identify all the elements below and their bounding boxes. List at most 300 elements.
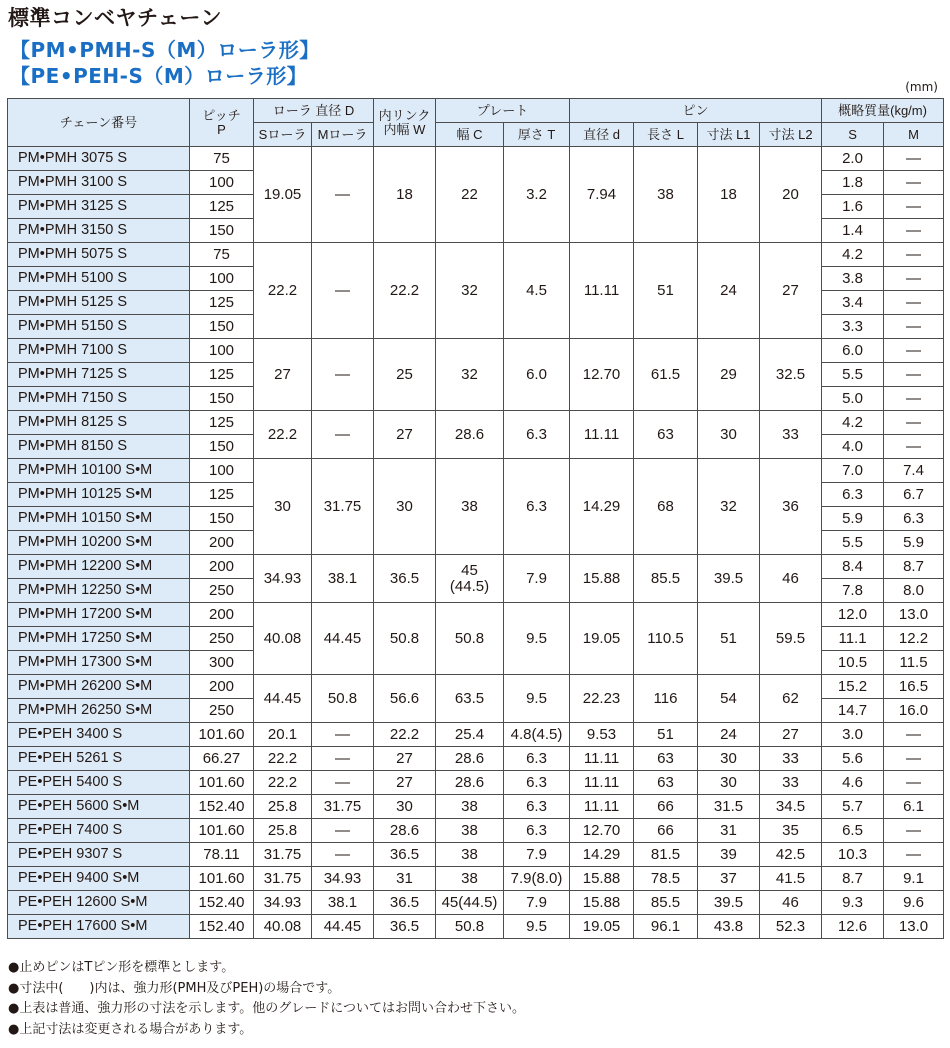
cell-mass-s: 4.0 (822, 435, 884, 459)
cell-plate-width: 28.6 (436, 411, 504, 459)
cell-chain-no: PM•PMH 17200 S•M (8, 603, 190, 627)
cell-mass-m: 9.6 (884, 891, 944, 915)
cell-pitch: 100 (190, 339, 254, 363)
header-pin-l1: 寸法 L1 (698, 123, 760, 147)
cell-pin-length: 63 (634, 771, 698, 795)
cell-plate-width (436, 555, 504, 603)
cell-plate-thickness: 6.3 (504, 459, 570, 555)
cell-pin-l1: 30 (698, 411, 760, 459)
cell-pitch: 200 (190, 555, 254, 579)
cell-chain-no: PE•PEH 17600 S•M (8, 915, 190, 939)
cell-pitch: 101.60 (190, 723, 254, 747)
cell-pin-l1: 37 (698, 867, 760, 891)
cell-roller-m: — (312, 147, 374, 243)
cell-mass-s: 7.8 (822, 579, 884, 603)
cell-pitch: 66.27 (190, 747, 254, 771)
cell-mass-s: 6.3 (822, 483, 884, 507)
note-item: ●止めピンはTピン形を標準とします。 (8, 960, 235, 975)
cell-pin-length: 78.5 (634, 867, 698, 891)
cell-pitch: 200 (190, 675, 254, 699)
cell-plate-width: 38 (436, 459, 504, 555)
cell-pin-length: 96.1 (634, 915, 698, 939)
header-pin-l2: 寸法 L2 (760, 123, 822, 147)
cell-pin-diameter: 15.88 (570, 867, 634, 891)
cell-mass-s: 2.0 (822, 147, 884, 171)
cell-mass-m: 16.0 (884, 699, 944, 723)
cell-mass-m: 13.0 (884, 915, 944, 939)
cell-mass-s: 5.9 (822, 507, 884, 531)
table-row (8, 723, 944, 747)
cell-pin-diameter: 14.29 (570, 843, 634, 867)
cell-chain-no: PM•PMH 10100 S•M (8, 459, 190, 483)
cell-chain-no: PM•PMH 8125 S (8, 411, 190, 435)
cell-chain-no: PM•PMH 12200 S•M (8, 555, 190, 579)
cell-pin-l1: 51 (698, 603, 760, 675)
cell-mass-m: — (884, 267, 944, 291)
cell-inner-width: 36.5 (374, 915, 436, 939)
cell-pitch: 250 (190, 699, 254, 723)
cell-pitch: 150 (190, 219, 254, 243)
cell-pin-length: 66 (634, 819, 698, 843)
cell-chain-no: PE•PEH 5400 S (8, 771, 190, 795)
cell-pin-length: 63 (634, 747, 698, 771)
cell-pin-l1: 18 (698, 147, 760, 243)
cell-pin-l2: 62 (760, 675, 822, 723)
cell-roller-m: 38.1 (312, 555, 374, 603)
cell-mass-m: 6.3 (884, 507, 944, 531)
cell-plate-width: 50.8 (436, 915, 504, 939)
cell-mass-s: 12.6 (822, 915, 884, 939)
cell-mass-s: 4.6 (822, 771, 884, 795)
cell-pin-diameter: 12.70 (570, 819, 634, 843)
unit-label: (mm) (905, 80, 938, 94)
cell-mass-s: 15.2 (822, 675, 884, 699)
cell-chain-no: PM•PMH 5075 S (8, 243, 190, 267)
cell-mass-m: — (884, 219, 944, 243)
cell-pitch: 125 (190, 195, 254, 219)
cell-plate-thickness: 7.9 (504, 555, 570, 603)
cell-plate-width: 22 (436, 147, 504, 243)
cell-pin-length: 116 (634, 675, 698, 723)
cell-chain-no: PE•PEH 3400 S (8, 723, 190, 747)
table-row (8, 771, 944, 795)
cell-chain-no: PM•PMH 12250 S•M (8, 579, 190, 603)
header-roller-s: Sローラ (254, 123, 312, 147)
table-row (8, 603, 944, 627)
cell-pin-l2: 41.5 (760, 867, 822, 891)
cell-roller-s: 27 (254, 339, 312, 411)
cell-roller-s: 22.2 (254, 747, 312, 771)
table-row (8, 747, 944, 771)
cell-roller-s: 22.2 (254, 243, 312, 339)
cell-mass-s: 5.5 (822, 363, 884, 387)
plate-width-alt-value: (44.5) (449, 577, 490, 595)
cell-chain-no: PE•PEH 5600 S•M (8, 795, 190, 819)
cell-roller-s: 44.45 (254, 675, 312, 723)
cell-pin-l2: 42.5 (760, 843, 822, 867)
cell-chain-no: PE•PEH 9307 S (8, 843, 190, 867)
cell-roller-s: 31.75 (254, 843, 312, 867)
cell-plate-thickness: 3.2 (504, 147, 570, 243)
header-roller-m: Mローラ (312, 123, 374, 147)
table-row (8, 819, 944, 843)
subtitle-pm: 【PM•PMH-S（M）ローラ形】 (10, 38, 320, 62)
table-row (8, 411, 944, 435)
header-mass-m: M (884, 123, 944, 147)
subtitle-pe: 【PE•PEH-S（M）ローラ形】 (10, 64, 308, 88)
header-chain-no: チェーン番号 (8, 99, 190, 147)
cell-mass-m: 5.9 (884, 531, 944, 555)
cell-mass-m: 8.7 (884, 555, 944, 579)
cell-plate-width: 63.5 (436, 675, 504, 723)
table-row (8, 555, 944, 579)
header-mass-s: S (822, 123, 884, 147)
header-inner-width: 内リンク 内幅 W (374, 99, 436, 147)
cell-mass-s: 6.0 (822, 339, 884, 363)
cell-chain-no: PM•PMH 7125 S (8, 363, 190, 387)
cell-inner-width: 30 (374, 795, 436, 819)
cell-roller-m: — (312, 843, 374, 867)
cell-pin-length: 51 (634, 243, 698, 339)
cell-chain-no: PM•PMH 10125 S•M (8, 483, 190, 507)
cell-pin-l2: 33 (760, 747, 822, 771)
cell-roller-s: 22.2 (254, 771, 312, 795)
cell-pin-diameter: 11.11 (570, 747, 634, 771)
cell-plate-width: 45(44.5) (436, 891, 504, 915)
cell-mass-s: 5.5 (822, 531, 884, 555)
cell-chain-no: PM•PMH 17300 S•M (8, 651, 190, 675)
cell-pin-diameter: 7.94 (570, 147, 634, 243)
cell-pitch: 150 (190, 435, 254, 459)
cell-plate-width: 28.6 (436, 747, 504, 771)
cell-pin-diameter: 11.11 (570, 795, 634, 819)
table-body (8, 147, 944, 939)
cell-roller-s: 25.8 (254, 819, 312, 843)
cell-mass-m: — (884, 171, 944, 195)
cell-mass-m: — (884, 435, 944, 459)
cell-mass-s: 9.3 (822, 891, 884, 915)
cell-roller-m: 31.75 (312, 795, 374, 819)
cell-chain-no: PM•PMH 3075 S (8, 147, 190, 171)
cell-pin-length: 68 (634, 459, 698, 555)
cell-inner-width: 22.2 (374, 723, 436, 747)
cell-roller-s: 40.08 (254, 603, 312, 675)
cell-pin-l1: 31.5 (698, 795, 760, 819)
cell-plate-thickness: 6.3 (504, 411, 570, 459)
cell-inner-width: 36.5 (374, 843, 436, 867)
cell-pin-l2: 33 (760, 411, 822, 459)
cell-roller-m: — (312, 819, 374, 843)
cell-mass-m: 13.0 (884, 603, 944, 627)
cell-roller-s: 25.8 (254, 795, 312, 819)
cell-roller-s: 34.93 (254, 891, 312, 915)
cell-pitch: 101.60 (190, 867, 254, 891)
header-mass: 概略質量(kg/m) (822, 99, 944, 123)
cell-pitch: 101.60 (190, 771, 254, 795)
cell-pitch: 152.40 (190, 891, 254, 915)
cell-pin-l1: 43.8 (698, 915, 760, 939)
cell-roller-s: 40.08 (254, 915, 312, 939)
table-row (8, 891, 944, 915)
cell-chain-no: PM•PMH 5150 S (8, 315, 190, 339)
cell-pin-l1: 39.5 (698, 891, 760, 915)
cell-plate-thickness: 6.3 (504, 747, 570, 771)
cell-mass-m: — (884, 387, 944, 411)
cell-pitch: 200 (190, 603, 254, 627)
cell-pitch: 200 (190, 531, 254, 555)
header-pin-diameter: 直径 d (570, 123, 634, 147)
table-row (8, 243, 944, 267)
cell-mass-m: — (884, 843, 944, 867)
cell-pin-l2: 20 (760, 147, 822, 243)
notes (8, 958, 525, 1040)
cell-mass-m: — (884, 291, 944, 315)
cell-chain-no: PM•PMH 3100 S (8, 171, 190, 195)
cell-plate-thickness: 6.3 (504, 819, 570, 843)
cell-mass-m: 6.7 (884, 483, 944, 507)
cell-pin-l1: 24 (698, 243, 760, 339)
header-pitch: ピッチ P (190, 99, 254, 147)
cell-pitch: 125 (190, 363, 254, 387)
cell-chain-no: PM•PMH 10200 S•M (8, 531, 190, 555)
table-row (8, 339, 944, 363)
cell-roller-s: 22.2 (254, 411, 312, 459)
cell-plate-thickness: 9.5 (504, 915, 570, 939)
cell-pitch: 250 (190, 627, 254, 651)
cell-mass-m: 8.0 (884, 579, 944, 603)
cell-pin-diameter: 11.11 (570, 243, 634, 339)
cell-plate-width: 32 (436, 339, 504, 411)
cell-pin-length: 63 (634, 411, 698, 459)
cell-chain-no: PE•PEH 12600 S•M (8, 891, 190, 915)
header-pin: ピン (570, 99, 822, 123)
cell-chain-no: PM•PMH 7150 S (8, 387, 190, 411)
cell-mass-m: — (884, 747, 944, 771)
cell-mass-s: 3.4 (822, 291, 884, 315)
cell-pitch: 78.11 (190, 843, 254, 867)
cell-pin-length: 38 (634, 147, 698, 243)
cell-roller-s: 30 (254, 459, 312, 555)
cell-pin-length: 110.5 (634, 603, 698, 675)
cell-plate-width: 28.6 (436, 771, 504, 795)
cell-pin-diameter: 15.88 (570, 555, 634, 603)
table-row (8, 867, 944, 891)
cell-roller-m: 44.45 (312, 915, 374, 939)
cell-mass-m: — (884, 315, 944, 339)
cell-pitch: 250 (190, 579, 254, 603)
cell-pin-l2: 46 (760, 555, 822, 603)
cell-mass-m: — (884, 771, 944, 795)
chain-spec-table (7, 98, 944, 939)
header-plate: プレート (436, 99, 570, 123)
note-item: ●上表は普通、強力形の寸法を示します。他のグレードについてはお問い合わせ下さい。 (8, 1001, 526, 1016)
cell-pin-diameter: 22.23 (570, 675, 634, 723)
cell-inner-width: 30 (374, 459, 436, 555)
cell-pitch: 150 (190, 387, 254, 411)
cell-pin-l2: 35 (760, 819, 822, 843)
table-row (8, 675, 944, 699)
cell-pin-l2: 59.5 (760, 603, 822, 675)
cell-roller-s: 31.75 (254, 867, 312, 891)
header-pin-length: 長さ L (634, 123, 698, 147)
cell-pitch: 101.60 (190, 819, 254, 843)
cell-roller-m: — (312, 339, 374, 411)
page-title: 標準コンベヤチェーン (8, 6, 222, 30)
cell-chain-no: PM•PMH 10150 S•M (8, 507, 190, 531)
cell-inner-width: 50.8 (374, 603, 436, 675)
cell-plate-thickness: 6.0 (504, 339, 570, 411)
cell-pitch: 125 (190, 411, 254, 435)
cell-pitch: 75 (190, 147, 254, 171)
cell-inner-width: 56.6 (374, 675, 436, 723)
cell-inner-width: 36.5 (374, 891, 436, 915)
cell-mass-s: 14.7 (822, 699, 884, 723)
cell-mass-m: — (884, 339, 944, 363)
cell-inner-width: 27 (374, 771, 436, 795)
cell-mass-s: 4.2 (822, 243, 884, 267)
cell-mass-s: 5.6 (822, 747, 884, 771)
cell-pin-l2: 52.3 (760, 915, 822, 939)
cell-pin-l1: 32 (698, 459, 760, 555)
cell-mass-s: 11.1 (822, 627, 884, 651)
cell-plate-width: 50.8 (436, 603, 504, 675)
cell-pitch: 152.40 (190, 795, 254, 819)
header-plate-width: 幅 C (436, 123, 504, 147)
cell-pin-length: 66 (634, 795, 698, 819)
cell-plate-thickness: 7.9(8.0) (504, 867, 570, 891)
table-row (8, 843, 944, 867)
cell-mass-s: 10.5 (822, 651, 884, 675)
cell-mass-s: 3.8 (822, 267, 884, 291)
cell-chain-no: PE•PEH 5261 S (8, 747, 190, 771)
cell-chain-no: PM•PMH 3150 S (8, 219, 190, 243)
cell-plate-width: 32 (436, 243, 504, 339)
cell-mass-m: — (884, 147, 944, 171)
cell-pin-l2: 32.5 (760, 339, 822, 411)
cell-plate-thickness: 9.5 (504, 603, 570, 675)
cell-chain-no: PM•PMH 26250 S•M (8, 699, 190, 723)
cell-roller-m: — (312, 723, 374, 747)
cell-plate-thickness: 7.9 (504, 891, 570, 915)
cell-inner-width: 25 (374, 339, 436, 411)
table-row (8, 795, 944, 819)
cell-pin-l2: 27 (760, 243, 822, 339)
cell-pitch: 100 (190, 171, 254, 195)
cell-roller-m: 44.45 (312, 603, 374, 675)
cell-inner-width: 28.6 (374, 819, 436, 843)
cell-plate-width: 38 (436, 843, 504, 867)
cell-inner-width: 31 (374, 867, 436, 891)
cell-mass-s: 6.5 (822, 819, 884, 843)
cell-chain-no: PM•PMH 5100 S (8, 267, 190, 291)
cell-mass-m: 11.5 (884, 651, 944, 675)
cell-pitch: 150 (190, 507, 254, 531)
table-row (8, 459, 944, 483)
note-item: ●上記寸法は変更される場合があります。 (8, 1021, 253, 1037)
cell-roller-s: 19.05 (254, 147, 312, 243)
cell-mass-s: 12.0 (822, 603, 884, 627)
cell-mass-m: — (884, 723, 944, 747)
cell-mass-s: 5.7 (822, 795, 884, 819)
cell-pitch: 75 (190, 243, 254, 267)
cell-inner-width: 36.5 (374, 555, 436, 603)
cell-chain-no: PE•PEH 9400 S•M (8, 867, 190, 891)
cell-pitch: 152.40 (190, 915, 254, 939)
cell-mass-m: 6.1 (884, 795, 944, 819)
cell-mass-s: 5.0 (822, 387, 884, 411)
cell-pin-l1: 29 (698, 339, 760, 411)
cell-plate-thickness: 4.5 (504, 243, 570, 339)
cell-pitch: 100 (190, 459, 254, 483)
note-item: ●寸法中( )内は、強力形(PMH及びPEH)の場合です。 (8, 980, 341, 996)
cell-pin-diameter: 19.05 (570, 915, 634, 939)
cell-pin-l1: 24 (698, 723, 760, 747)
cell-plate-thickness: 4.8(4.5) (504, 723, 570, 747)
cell-pin-diameter: 11.11 (570, 411, 634, 459)
cell-inner-width: 22.2 (374, 243, 436, 339)
cell-plate-thickness: 9.5 (504, 675, 570, 723)
cell-mass-m: — (884, 243, 944, 267)
cell-mass-m: 7.4 (884, 459, 944, 483)
cell-plate-width: 38 (436, 867, 504, 891)
cell-pin-l1: 39.5 (698, 555, 760, 603)
cell-plate-width: 38 (436, 795, 504, 819)
cell-pin-diameter: 15.88 (570, 891, 634, 915)
cell-mass-s: 8.7 (822, 867, 884, 891)
cell-mass-m: — (884, 411, 944, 435)
cell-pin-diameter: 12.70 (570, 339, 634, 411)
cell-pin-l2: 34.5 (760, 795, 822, 819)
cell-mass-m: — (884, 363, 944, 387)
cell-roller-m: — (312, 771, 374, 795)
cell-mass-s: 1.6 (822, 195, 884, 219)
cell-mass-s: 7.0 (822, 459, 884, 483)
cell-pin-l1: 39 (698, 843, 760, 867)
cell-mass-s: 4.2 (822, 411, 884, 435)
cell-pin-l2: 36 (760, 459, 822, 555)
cell-mass-m: — (884, 819, 944, 843)
cell-mass-s: 3.3 (822, 315, 884, 339)
cell-plate-thickness: 6.3 (504, 795, 570, 819)
cell-inner-width: 27 (374, 747, 436, 771)
cell-pin-diameter: 9.53 (570, 723, 634, 747)
header-roller-diameter: ローラ 直径 D (254, 99, 374, 123)
table-row (8, 147, 944, 171)
cell-pin-diameter: 14.29 (570, 459, 634, 555)
cell-chain-no: PM•PMH 17250 S•M (8, 627, 190, 651)
cell-mass-m: 12.2 (884, 627, 944, 651)
cell-roller-m: 38.1 (312, 891, 374, 915)
cell-mass-s: 10.3 (822, 843, 884, 867)
cell-chain-no: PM•PMH 26200 S•M (8, 675, 190, 699)
cell-pin-l2: 33 (760, 771, 822, 795)
cell-pitch: 125 (190, 291, 254, 315)
cell-plate-width: 38 (436, 819, 504, 843)
cell-pin-l2: 46 (760, 891, 822, 915)
cell-pin-l1: 54 (698, 675, 760, 723)
cell-mass-s: 3.0 (822, 723, 884, 747)
cell-mass-s: 1.4 (822, 219, 884, 243)
cell-pitch: 125 (190, 483, 254, 507)
cell-roller-m: — (312, 243, 374, 339)
cell-chain-no: PM•PMH 3125 S (8, 195, 190, 219)
cell-inner-width: 27 (374, 411, 436, 459)
cell-mass-m: 9.1 (884, 867, 944, 891)
cell-pin-length: 51 (634, 723, 698, 747)
cell-pin-diameter: 19.05 (570, 603, 634, 675)
cell-chain-no: PM•PMH 8150 S (8, 435, 190, 459)
cell-pin-l1: 31 (698, 819, 760, 843)
